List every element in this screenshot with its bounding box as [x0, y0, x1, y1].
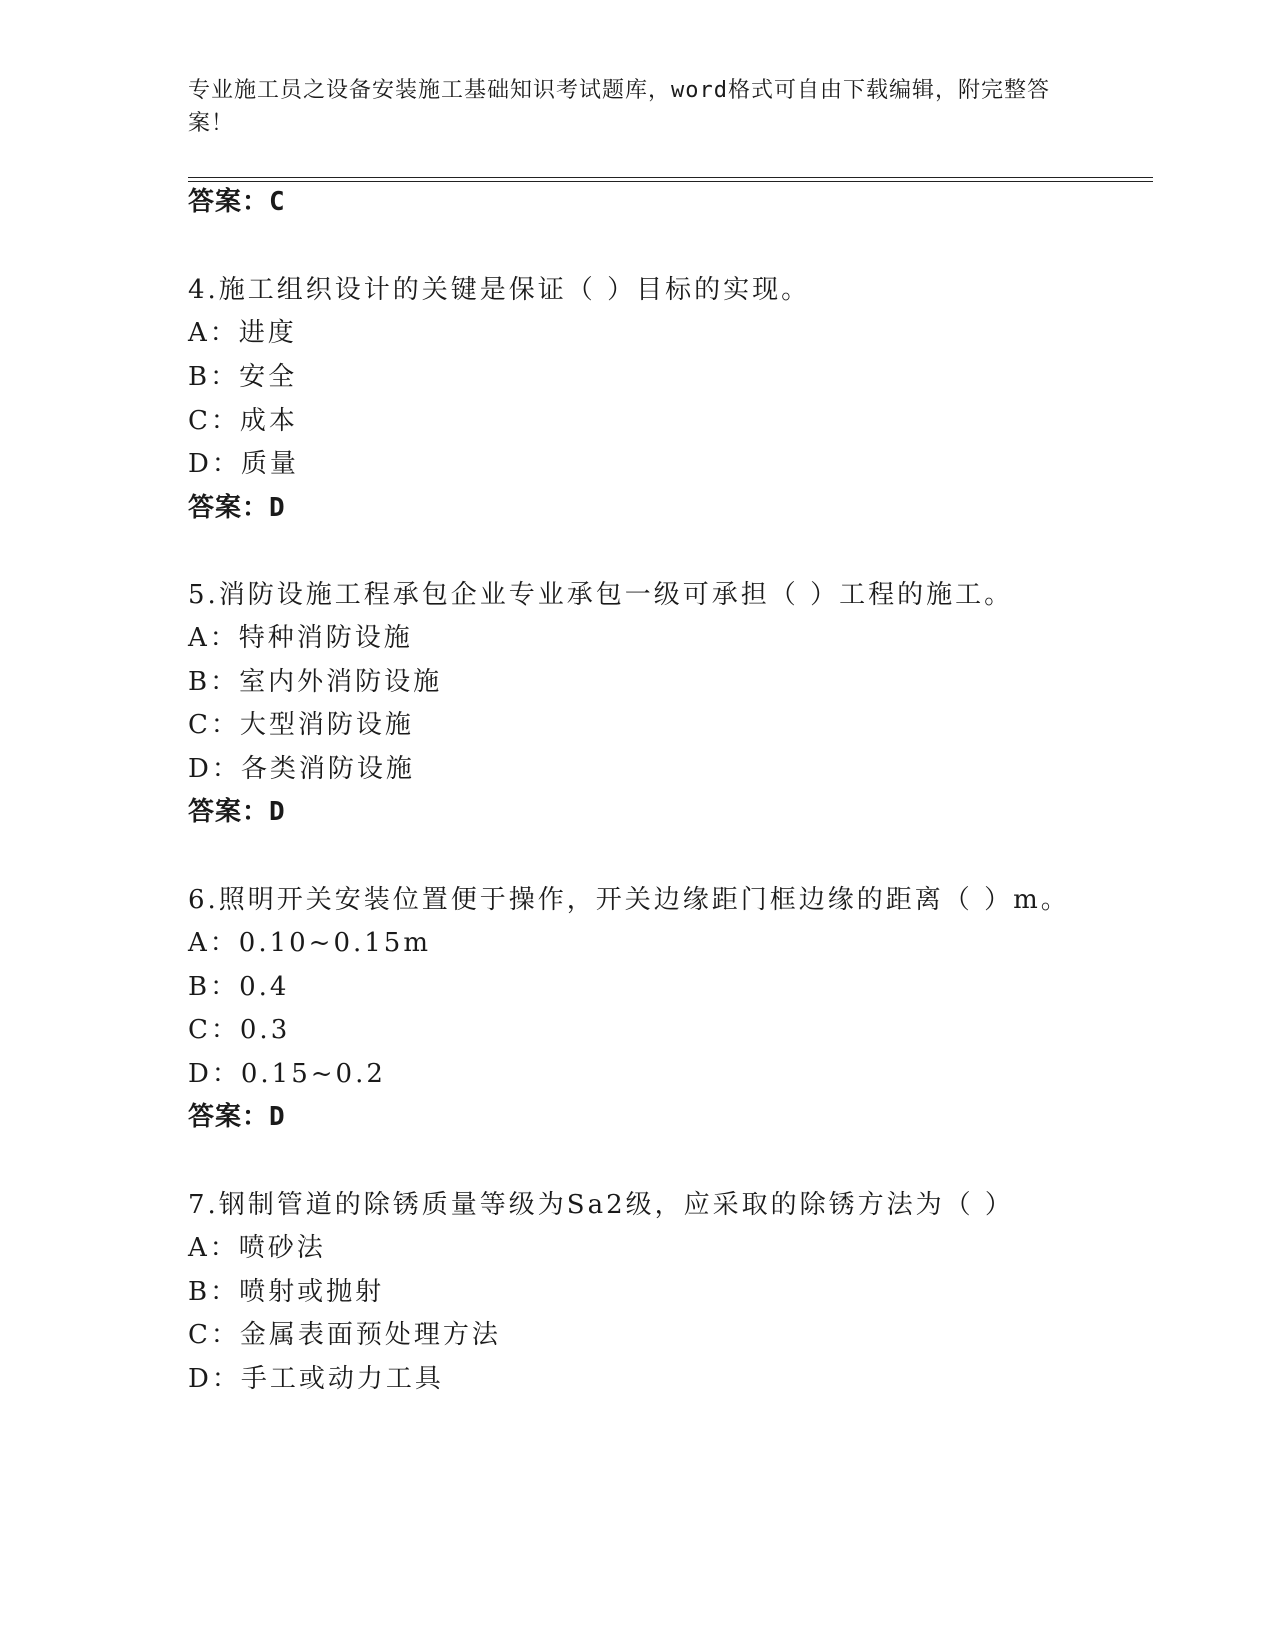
question-6-option-b: B：0.4	[188, 972, 290, 1002]
question-6-option-c: C：0.3	[188, 1015, 291, 1045]
answer-prev: 答案：C	[188, 187, 286, 217]
question-6-stem: 6.照明开关安装位置便于操作，开关边缘距门框边缘的距离（ ）m。	[188, 885, 1070, 915]
question-6-option-a: A：0.10~0.15m	[188, 928, 431, 958]
question-5-option-d: D：各类消防设施	[188, 754, 415, 784]
question-7-stem: 7.钢制管道的除锈质量等级为Sa2级，应采取的除锈方法为（ ）	[188, 1190, 1014, 1220]
question-4-stem: 4.施工组织设计的关键是保证（ ）目标的实现。	[188, 275, 811, 305]
question-7-option-b: B：喷射或抛射	[188, 1277, 385, 1307]
question-6-option-d: D：0.15~0.2	[188, 1059, 386, 1089]
question-7-option-d: D：手工或动力工具	[188, 1364, 444, 1394]
question-4-option-b: B：安全	[188, 362, 298, 392]
page-header: 专业施工员之设备安装施工基础知识考试题库，word格式可自由下载编辑，附完整答案！	[188, 78, 1050, 136]
question-5-option-a: A：特种消防设施	[188, 623, 413, 653]
question-6-answer: 答案：D	[188, 1102, 286, 1132]
question-5-option-c: C：大型消防设施	[188, 710, 414, 740]
question-5-stem: 5.消防设施工程承包企业专业承包一级可承担（ ）工程的施工。	[188, 580, 1014, 610]
question-4-option-a: A：进度	[188, 318, 297, 348]
question-7-option-a: A：喷砂法	[188, 1233, 326, 1263]
header-divider	[188, 177, 1153, 182]
question-7-option-c: C：金属表面预处理方法	[188, 1320, 501, 1350]
question-5-option-b: B：室内外消防设施	[188, 667, 443, 697]
question-4-answer: 答案：D	[188, 493, 286, 523]
question-4-option-c: C：成本	[188, 406, 298, 436]
question-4-option-d: D：质量	[188, 449, 299, 479]
question-5-answer: 答案：D	[188, 797, 286, 827]
